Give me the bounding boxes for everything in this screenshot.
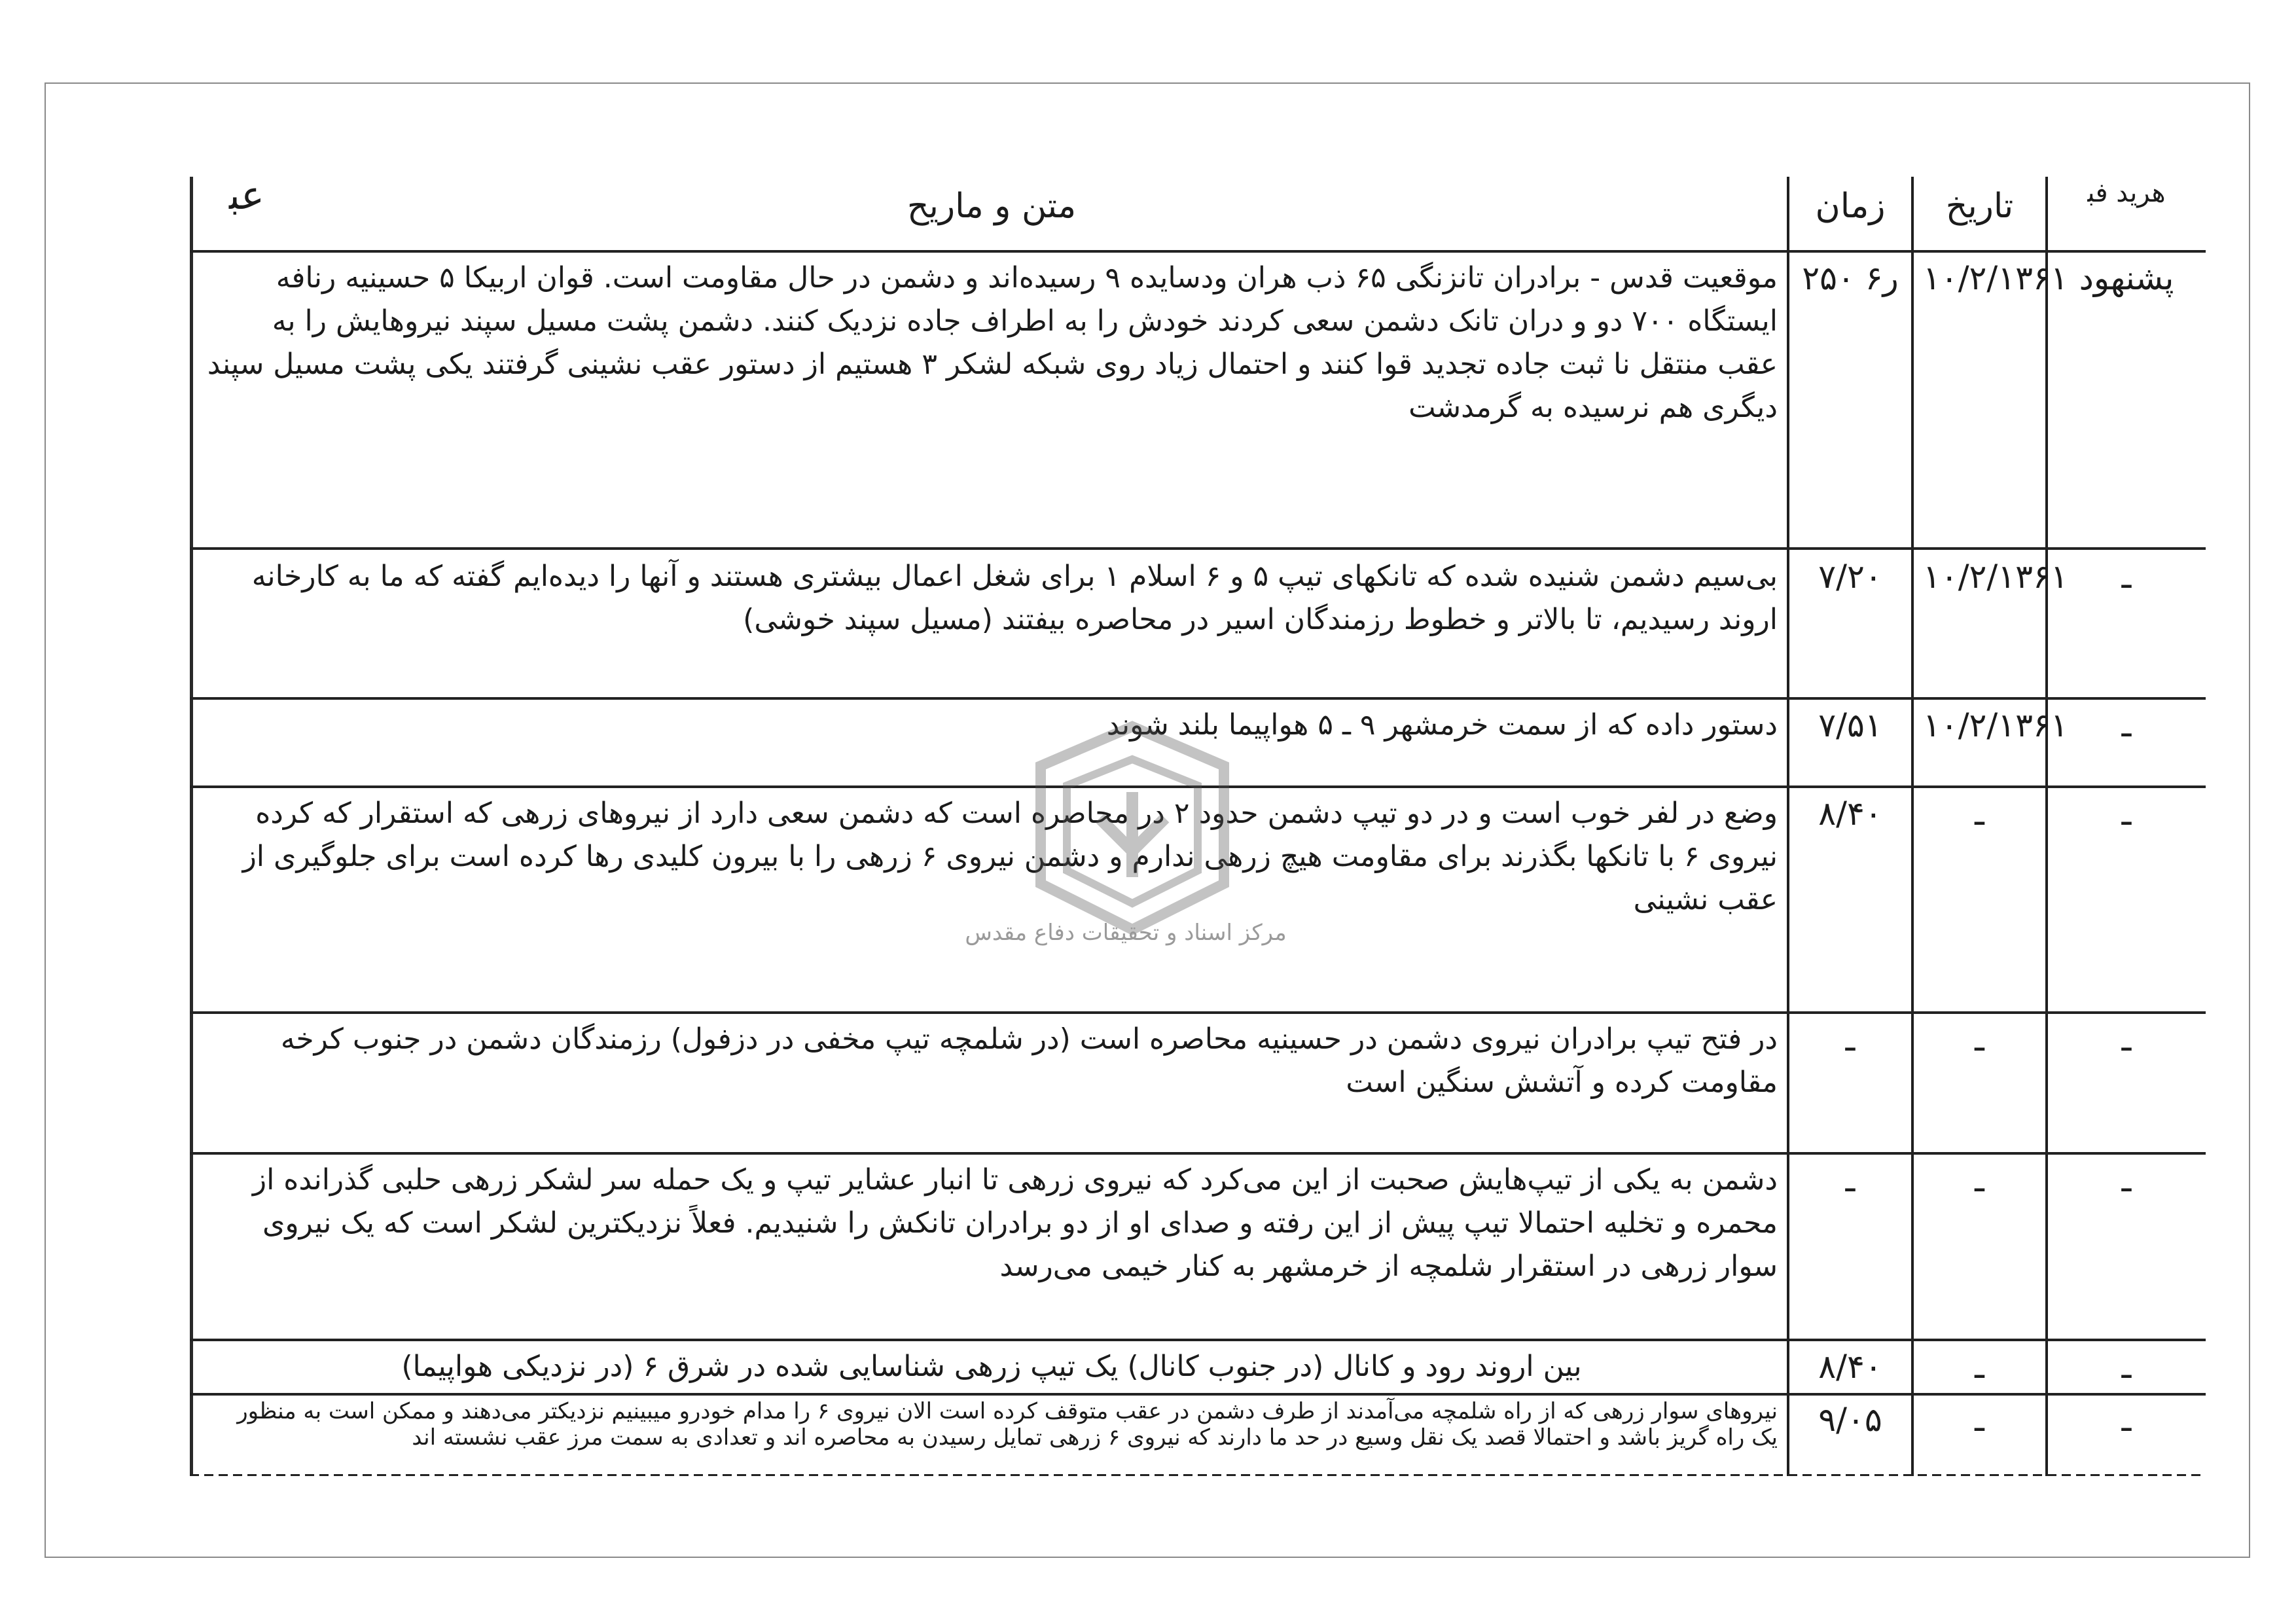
row-7-time: ۸/۴۰ [1818,1348,1882,1386]
row-3-date: ۱۰/۲/۱۳۶۱ [1923,706,2068,744]
header-sender: ﻫﺮﯾﺪ ﻓﺒ [2087,178,2166,208]
row-6-date: ـ [1975,1161,1984,1199]
page-mark: ﻋﺒ [229,173,264,219]
row-6-text: دشمن به یکی از تیپ‌هایش صحبت از این می‌کرد که نیروی زرهی تا انبار عشایر تیپ و یک حمله سر لشکر زرهی حلبی گذرانده از محمره و تخلیه احتمالا تیپ پیش از این رفته و صدای او از دو برادران تانکش را شنیدیم. فعلاً نزدیکترین لشکر است که یک نیروی سوار زرهی در استقرار شلمچه از خرمشهر به کنار خیمی می‌رسد [252,1163,1778,1283]
row-6-time: ـ [1845,1161,1856,1199]
row-4-date: ـ [1975,795,1984,833]
row-4-time: ۸/۴۰ [1818,795,1882,833]
row-1-sender: پشنهود [2079,259,2174,297]
row-rule [190,1339,2206,1341]
row-5-time: ـ [1845,1020,1856,1058]
row-3-text: دستور داده که از سمت خرمشهر ۹ ـ ۵ هواپیما بلند شوند [1106,708,1778,742]
row-2-text: بی‌سیم دشمن شنیده شده که تانکهای تیپ ۵ و ۶ اسلام ۱ برای شغل اعمال بیشتری هستند و آنها را دیده‌ایم گفته که ما به کارخانه اروند رسیدیم، تا بالاتر و خطوط رزمندگان اسیر در محاصره بیفتند (مسیل سپند خوشی) [251,560,1778,636]
row-5-date: ـ [1975,1020,1984,1058]
row-rule [190,697,2206,700]
row-4-sender: ـ [2121,795,2132,833]
table-left-border [190,177,193,1476]
row-8-date: ـ [1975,1401,1984,1439]
header-time: زمان [1815,187,1886,226]
header-date: تاریخ [1945,187,2014,226]
row-3-sender: ـ [2121,706,2132,744]
row-1-text: موقعیت قدس - برادران تانزنگی ۶۵ ذب هران ودسایده ۹ رسیده‌اند و دشمن در حال مقاومت است. قوان اربیکا ۵ حسینیه رنافه ایستگاه ۷۰۰ دو و دران تانک دشمن سعی کردند خودش را به اطراف جاده نزدیک کنند. دشمن پشت مسیل سپند نیروهایش را به عقب منتقل نا ثبت جاده تجدید قوا کنند و احتمال زیاد روی شبکه لشکر ۳ هستیم از دستور عقب نشینی گرفتند یکی پشت مسیل سپند دیگری هم نرسیده به گرمدشت [207,261,1778,424]
row-6-sender: ـ [2121,1161,2132,1199]
archive-logo-watermark [1034,720,1230,936]
row-5-text: در فتح تیپ برادران نیروی دشمن در حسینیه محاصره است (در شلمچه تیپ مخفی در دزفول) رزمندگان دشمن در جنوب کرخه مقاومت کرده و آتشش سنگین است [280,1022,1778,1099]
watermark-text: مرکز اسناد و تحقیقات دفاع مقدس [965,920,1287,946]
row-rule [190,1393,2206,1396]
header-rule [190,250,2206,253]
row-rule [190,1152,2206,1155]
row-2-sender: ـ [2121,558,2132,596]
row-7-text: بین اروند رود و کانال (در جنوب کانال) یک تیپ زرهی شناسایی شده در شرق ۶ (در نزدیکی هواپیما) [401,1350,1582,1383]
row-8-text: نیروهای سوار زرهی که از راه شلمچه می‌آمدند از طرف دشمن در عقب متوقف کرده است الان نیروی ۶ را مدام خودرو میبینیم نزدیکتر می‌دهند و ممکن است به منظور یک راه گریز باشد و احتمالا قصد یک نقل وسیع در حد ما دارند که نیروی ۶ زرهی تمایل رسیدن به محاصره اند و تعدادی به سمت مرز عقب نشسته اند [237,1398,1778,1451]
row-rule [190,1011,2206,1014]
row-4-text: وضع در لفر خوب است و در دو تیپ دشمن حدود ۲ در محاصره است که دشمن سعی دارد از نیروهای زرهی که استقرار که کرده نیروی ۶ با تانکها بگذرند برای مقاومت هیچ زرهی ندارم و دشمن نیروی ۶ زرهی را با بیرون کلیدی رها کرده است برای جلوگیری از عقب نشینی [242,797,1778,916]
row-2-time: ۷/۲۰ [1818,558,1882,596]
row-7-date: ـ [1975,1348,1984,1386]
row-5-sender: ـ [2121,1020,2132,1058]
row-8-sender: ـ [2121,1401,2132,1439]
row-8-time: ۹/۰۵ [1818,1401,1882,1439]
row-rule [190,547,2206,550]
row-1-date: ۱۰/۲/۱۳۶۱ [1923,259,2068,297]
row-2-date: ۱۰/۲/۱۳۶۱ [1923,558,2068,596]
row-7-sender: ـ [2121,1348,2132,1386]
row-3-time: ۷/۵۱ [1818,706,1882,744]
table-bottom-rule [190,1474,2206,1476]
header-text: متن و ماریح [906,187,1077,226]
row-1-time: ۲۵۰ ر۶ [1802,259,1899,297]
